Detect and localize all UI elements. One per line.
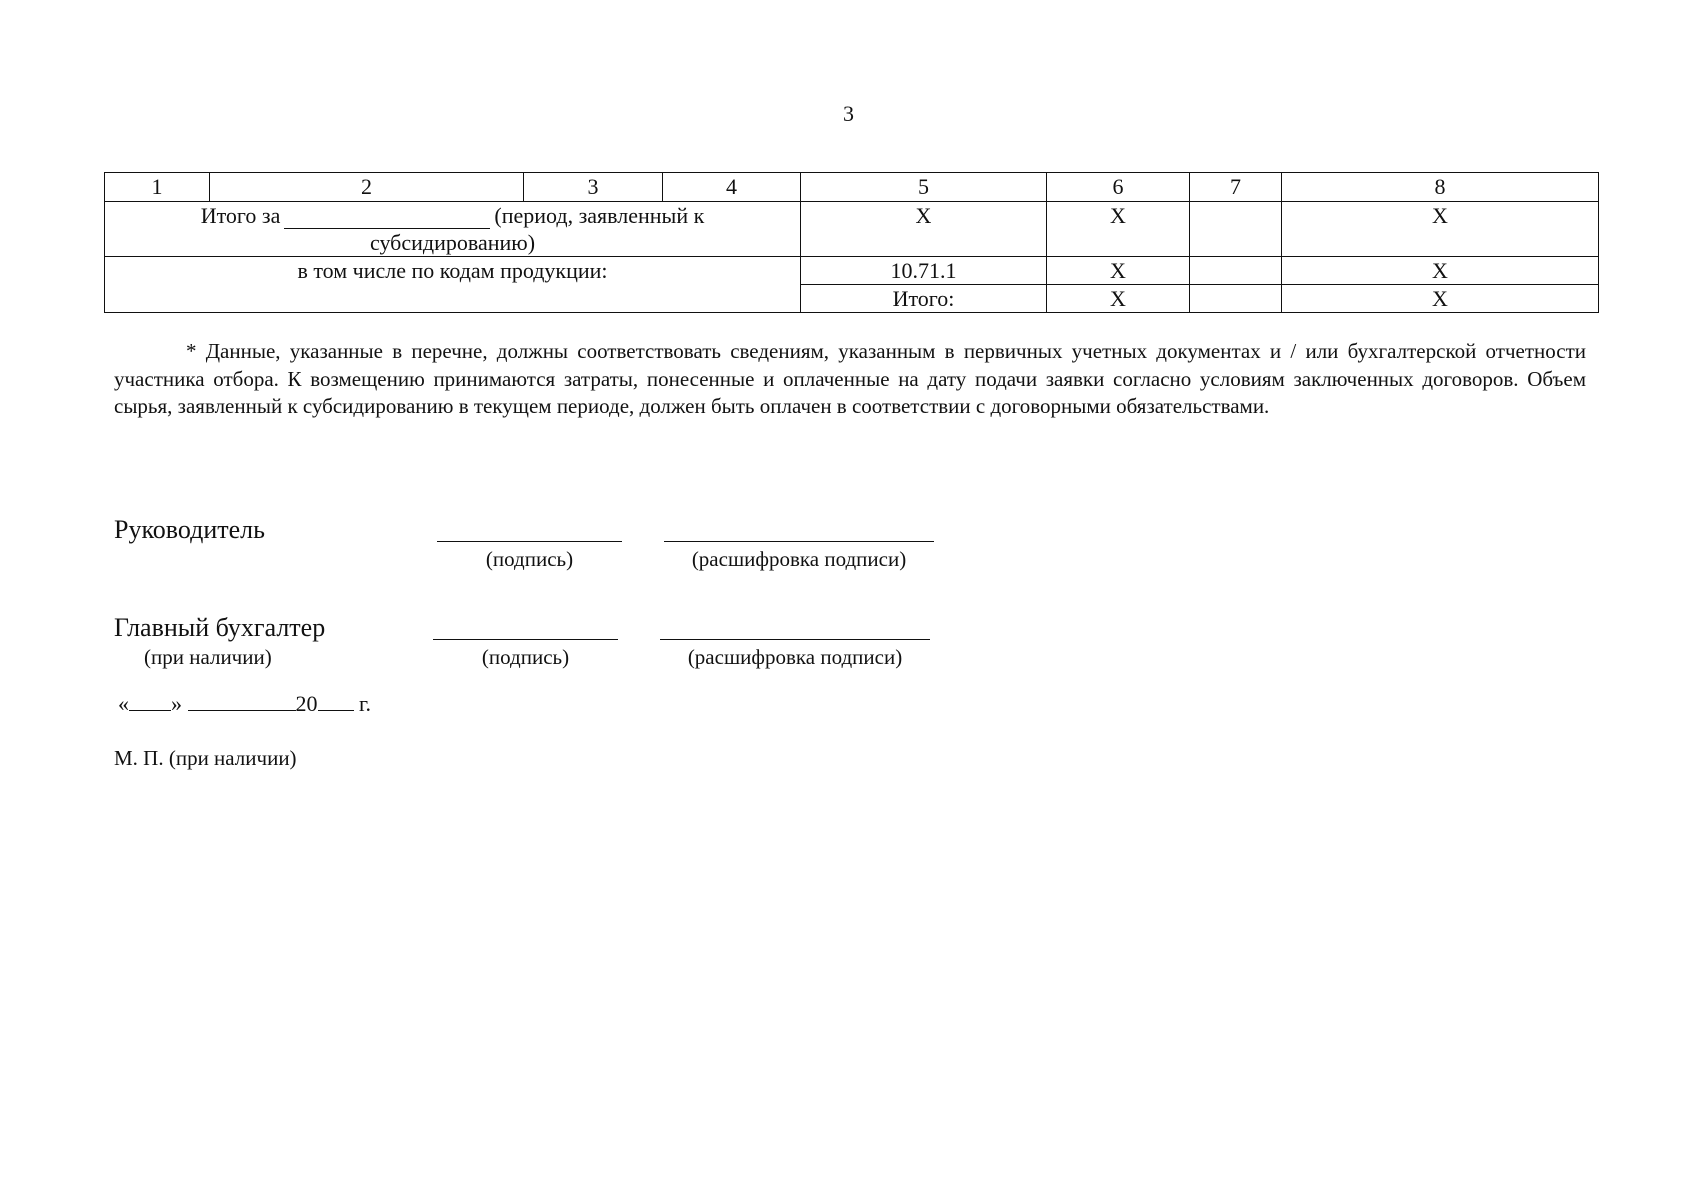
codes-col8-cell: Х xyxy=(1282,257,1599,285)
stamp-place: М. П. (при наличии) xyxy=(114,746,297,770)
date-close-quote: » xyxy=(171,691,182,716)
table-header-row xyxy=(105,173,1599,202)
report-table xyxy=(104,172,1599,313)
accountant-decode-caption: (расшифровка подписи) xyxy=(687,645,903,669)
codes-label-cell: в том числе по кодам продукции: xyxy=(105,257,801,313)
header-cell-2: 2 xyxy=(210,173,524,202)
period-blank-line[interactable] xyxy=(284,208,490,229)
total-label-line2: субсидированию) xyxy=(369,230,536,255)
subtotal-label-cell: Итого: xyxy=(801,285,1047,313)
accountant-signature-line[interactable] xyxy=(433,639,618,640)
total-col8-cell: Х xyxy=(1282,202,1599,257)
total-label-cell xyxy=(105,202,801,257)
codes-row xyxy=(105,257,1599,285)
date-year-blank[interactable] xyxy=(318,692,354,711)
subtotal-col7-cell xyxy=(1190,285,1282,313)
total-label-prefix: Итого за xyxy=(200,203,281,228)
header-cell-3: 3 xyxy=(524,173,663,202)
header-cell-5: 5 xyxy=(801,173,1047,202)
date-line xyxy=(118,691,371,717)
date-day-blank[interactable] xyxy=(129,692,171,711)
head-title: Руководитель xyxy=(114,515,265,544)
head-signature-caption: (подпись) xyxy=(485,547,574,571)
total-col5-cell: Х xyxy=(801,202,1047,257)
header-cell-7: 7 xyxy=(1190,173,1282,202)
total-col6-cell: Х xyxy=(1047,202,1190,257)
head-signature-line[interactable] xyxy=(437,541,622,542)
subtotal-col6-cell: Х xyxy=(1047,285,1190,313)
head-decode-line[interactable] xyxy=(664,541,934,542)
accountant-title: Главный бухгалтер xyxy=(114,613,326,642)
date-year-suffix: г. xyxy=(359,691,372,716)
head-decode-caption: (расшифровка подписи) xyxy=(691,547,907,571)
total-col7-cell xyxy=(1190,202,1282,257)
header-cell-6: 6 xyxy=(1047,173,1190,202)
accountant-signature-caption: (подпись) xyxy=(481,645,570,669)
total-row xyxy=(105,202,1599,257)
codes-col7-cell xyxy=(1190,257,1282,285)
page-number: 3 xyxy=(843,101,854,126)
product-code-cell: 10.71.1 xyxy=(801,257,1047,285)
date-year-prefix: 20 xyxy=(295,691,318,716)
accountant-subtitle: (при наличии) xyxy=(144,645,272,669)
date-open-quote: « xyxy=(118,691,129,716)
header-cell-1: 1 xyxy=(105,173,210,202)
subtotal-col8-cell: Х xyxy=(1282,285,1599,313)
header-cell-8: 8 xyxy=(1282,173,1599,202)
header-cell-4: 4 xyxy=(663,173,801,202)
codes-col6-cell: Х xyxy=(1047,257,1190,285)
total-label-suffix: (период, заявленный к xyxy=(494,203,705,228)
footnote: * Данные, указанные в перечне, должны соответствовать сведениям, указанным в первичных учетных документах и / или бухгалтерской отчетности участника отбора. К возмещению принимаются затраты, понесенные и оплаченные на дату подачи заявки согласно условиям заключенных договоров. Объем сырья, заявленный к субсидированию в текущем периоде, должен быть оплачен в соответствии с договорными обязательствами. xyxy=(114,339,1586,418)
date-month-blank[interactable] xyxy=(188,692,296,711)
accountant-decode-line[interactable] xyxy=(660,639,930,640)
